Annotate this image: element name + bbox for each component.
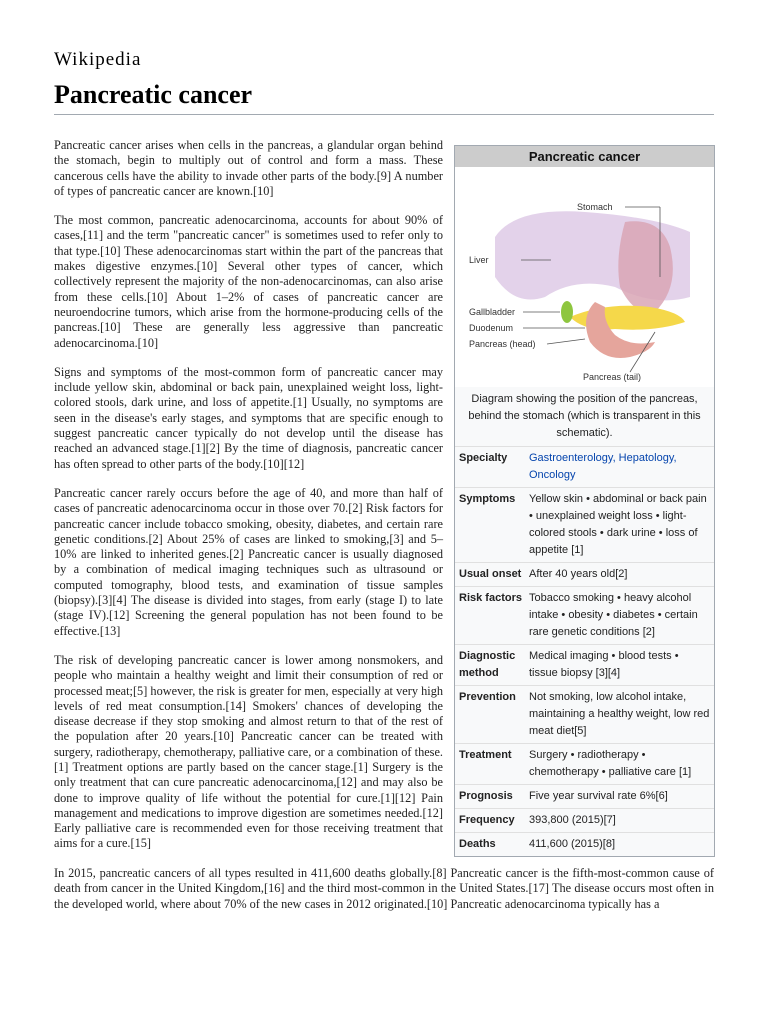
title-divider [54,114,714,115]
paragraph-2: The most common, pancreatic adenocarcinoma, accounts for about 90% of cases,[11] and the term "pancreatic cancer" is sometimes used to refer only to that type.[10] These adenocarcinomas start within the part of the pancreas that makes digestive enzymes.[10] Several other types of cancer, which collectively represent the majority of the non-adenocarcinomas, can also arise from these cells.[10] About 1–2% of cases of pancreatic cancer are neuroendocrine tumors, which arise from the hormone-producing cells of the pancreas.[10] These are generally less aggressive than pancreatic adenocarcinoma.[10] [54,213,443,350]
infobox-title: Pancreatic cancer [455,146,714,167]
row-key: Deaths [459,838,496,850]
paragraph-1: Pancreatic cancer arises when cells in the pancreas, a glandular organ behind the stomach, begin to multiply out of control and form a mass. These cancerous cells have the ability to invade other parts of the body.[9] A number of types of pancreatic cancer are known.[10] [54,138,443,198]
row-key: Usual onset [459,568,522,580]
row-key: Frequency [459,814,515,826]
article-body-full-width [54,866,714,912]
infobox [454,145,715,857]
row-key: Risk factors [459,592,522,604]
row-key: Symptoms [459,493,516,505]
label-gallbladder: Gallbladder [469,307,516,317]
paragraph-4: Pancreatic cancer rarely occurs before the age of 40, and more than half of cases of pancreatic adenocarcinoma occur in those over 70.[2] Risk factors for pancreatic cancer include tobacco smoking, obesity, diabetes, and certain rare genetic conditions.[2] About 25% of cases are linked to smoking,[3] and 5–10% are linked to inherited genes.[2] Pancreatic cancer is usually diagnosed by a combination of medical imaging techniques such as ultrasound or computed tomography, blood tests, and examination of tissue samples (biopsy).[3][4] The disease is divided into stages, from early (stage I) to late (stage IV).[12] Screening the general population has not been found to be effective.[13] [54,485,443,638]
infobox-row-specialty [455,446,714,487]
row-key: Treatment [459,749,512,761]
row-value[interactable]: Medical imaging • blood tests • tissue biopsy [3][4] [529,650,679,679]
label-duodenum: Duodenum [469,323,514,333]
label-stomach: Stomach [577,202,613,212]
infobox-row-diagnostic-method [455,644,714,685]
row-value: 393,800 (2015)[7] [529,814,616,826]
label-pancreas-head: Pancreas (head) [469,339,536,349]
row-key: Diagnostic method [459,650,516,679]
row-value: 411,600 (2015)[8] [529,838,616,850]
pancreas-diagram-image [455,167,714,387]
infobox-row-deaths [455,832,714,856]
row-key: Specialty [459,452,508,464]
anatomy-diagram[interactable] [455,167,714,387]
row-value: After 40 years old[2] [529,568,628,580]
row-value[interactable]: Yellow skin • abdominal or back pain • unexplained weight loss • light-colored stools • dark urine • loss of appetite [1] [529,493,707,556]
infobox-row-frequency [455,808,714,832]
infobox-caption: Diagram showing the position of the pancreas, behind the stomach (which is transparent in this schematic). [468,393,701,439]
row-value[interactable]: Gastroenterology, Hepatology, Oncology [529,452,677,481]
paragraph-5: The risk of developing pancreatic cancer is lower among nonsmokers, and people who maintain a healthy weight and limit their consumption of red or processed meat;[5] however, the risk is greater for men, especially at very high levels of red meat consumption.[14] Smokers' chances of developing the disease decrease if they stop smoking and almost return to that of the rest of the population after 20 years.[10] Pancreatic cancer can be treated with surgery, radiotherapy, chemotherapy, palliative care, or a combination of these.[1] Treatment options are partly based on the cancer stage.[1] Surgery is the only treatment that can cure pancreatic adenocarcinoma,[12] and may also be done to improve quality of life without the potential for cure.[1][12] Pain management and medications to improve digestion are sometimes needed.[12] Early palliative care is recommended even for those receiving treatment that aims for a cure.[15] [54,652,443,851]
infobox-row-prognosis [455,784,714,808]
wikipedia-logo: Wikipedia [54,49,142,70]
row-value[interactable]: Surgery • radiotherapy • chemotherapy • palliative care [1] [529,749,692,778]
row-key: Prevention [459,691,516,703]
infobox-row-usual-onset [455,562,714,586]
paragraph-6: In 2015, pancreatic cancers of all types resulted in 411,600 deaths globally.[8] Pancreatic cancer is the fifth-most-common cause of death from cancer in the United Kingdom,[16] and the third most-common in the United States.[17] The disease occurs most often in the developed world, where about 70% of the new cases in 2012 originated.[10] Pancreatic adenocarcinoma typically has a [54,866,714,911]
gallbladder-shape [561,301,573,323]
row-value: Not smoking, low alcohol intake, maintaining a healthy weight, low red meat diet[5] [529,691,710,737]
infobox-row-risk-factors [455,586,714,644]
row-value[interactable]: Five year survival rate 6%[6] [529,790,668,802]
label-liver: Liver [469,255,489,265]
infobox-row-symptoms [455,487,714,562]
article-body [54,138,443,866]
row-value[interactable]: Tobacco smoking • heavy alcohol intake • obesity • diabetes • certain rare genetic conditions [2] [529,592,698,638]
infobox-row-treatment [455,743,714,784]
row-key: Prognosis [459,790,513,802]
infobox-row-prevention [455,685,714,743]
page-title: Pancreatic cancer [54,80,253,109]
label-pancreas-tail: Pancreas (tail) [583,372,642,382]
paragraph-3: Signs and symptoms of the most-common form of pancreatic cancer may include yellow skin, abdominal or back pain, unexplained weight loss, light-colored stools, dark urine, and loss of appetite.[1] Usually, no symptoms are seen in the disease's early stages, and symptoms that are specific enough to suggest pancreatic cancer typically do not develop until the disease has reached an advanced stage.[1][2] By the time of diagnosis, pancreatic cancer has often spread to other parts of the body.[10][12] [54,364,443,471]
